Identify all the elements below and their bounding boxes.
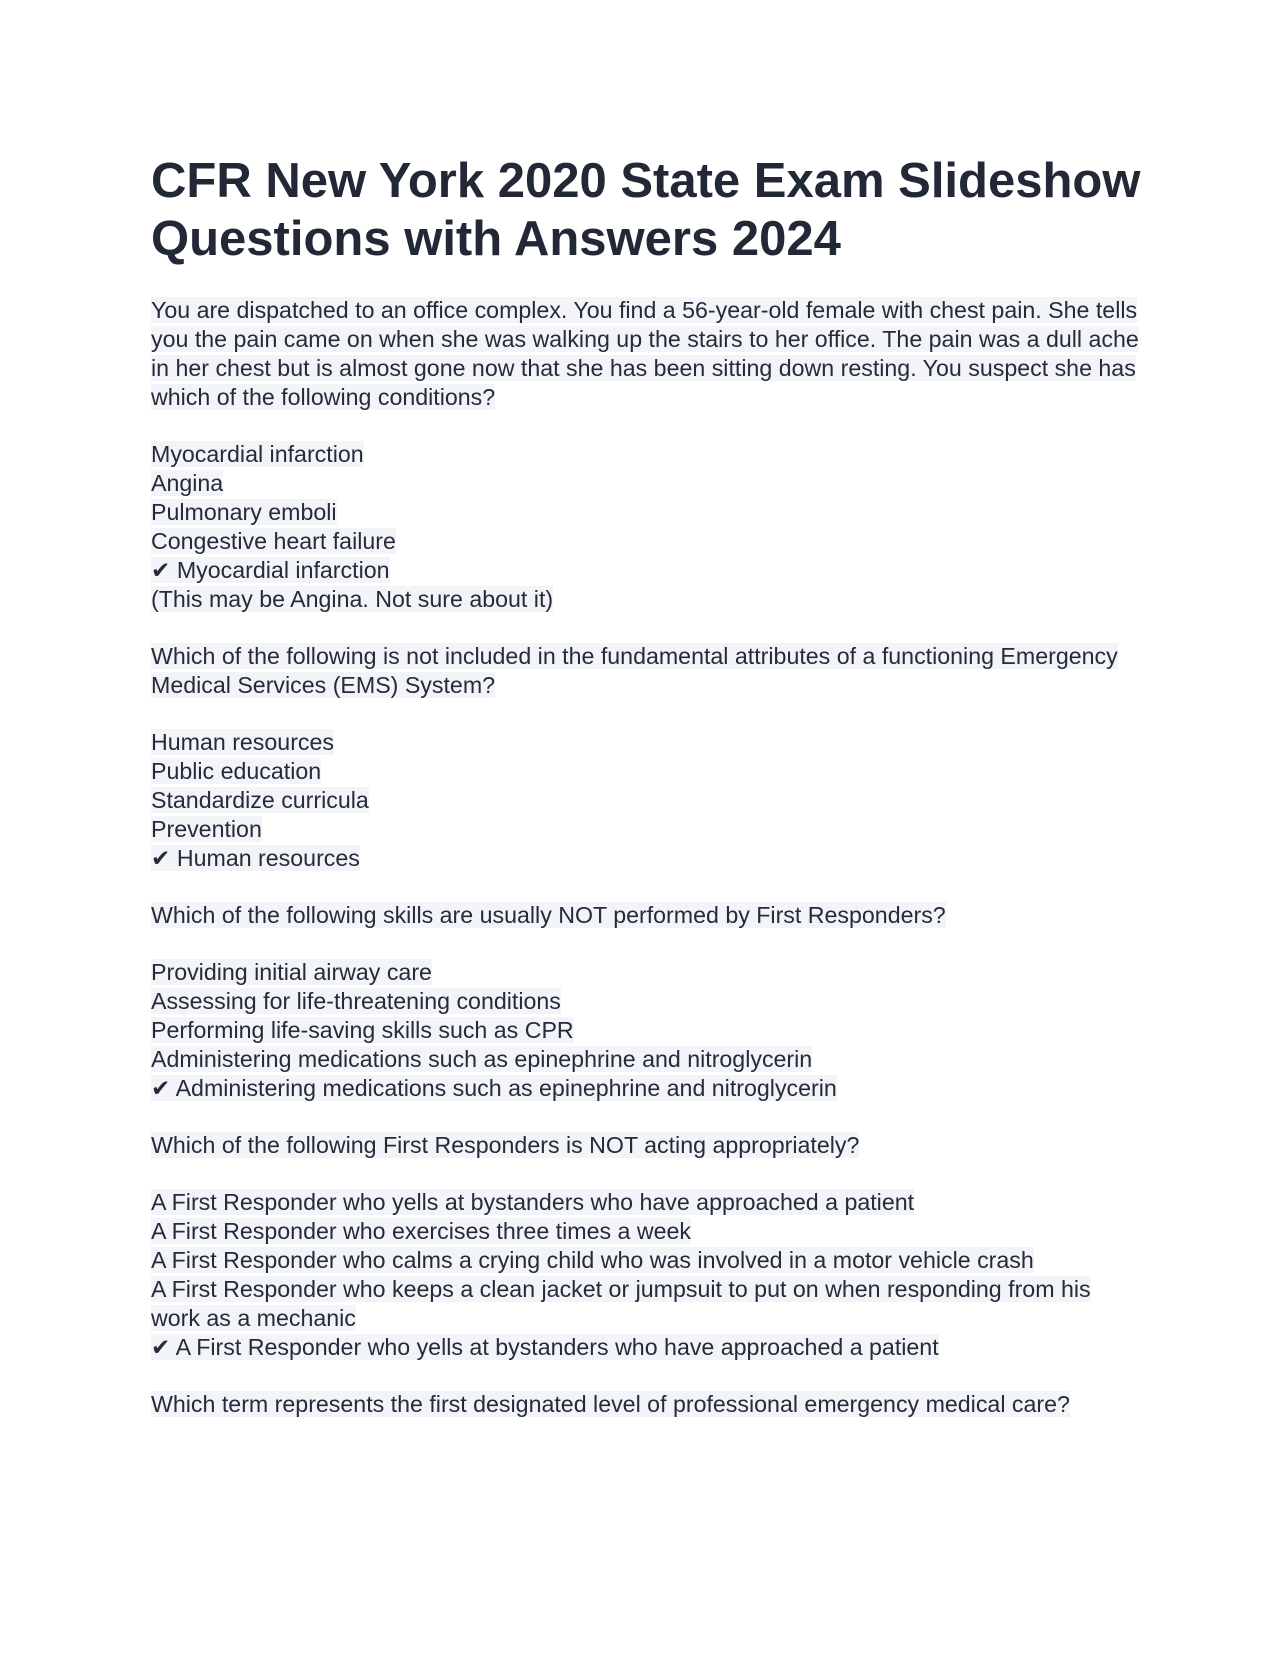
- option-item: Angina: [151, 470, 224, 496]
- question-text: [151, 1390, 1141, 1419]
- option-item: Performing life-saving skills such as CPR: [151, 1017, 574, 1043]
- question-3-text: Which of the following skills are usually NOT performed by First Responders?: [151, 902, 946, 928]
- options-list: [151, 958, 1141, 1103]
- option-item: Prevention: [151, 816, 262, 842]
- option-item: Providing initial airway care: [151, 959, 432, 985]
- options-list: [151, 1188, 1141, 1362]
- option-item: A First Responder who exercises three times a week: [151, 1218, 691, 1244]
- question-4-text: Which of the following First Responders is NOT acting appropriately?: [151, 1132, 860, 1158]
- option-item: Congestive heart failure: [151, 528, 396, 554]
- document-title: CFR New York 2020 State Exam Slideshow Questions with Answers 2024: [151, 154, 1141, 266]
- question-text: [151, 901, 1141, 930]
- answer-note: (This may be Angina. Not sure about it): [151, 586, 554, 612]
- option-item: Administering medications such as epinephrine and nitroglycerin: [151, 1046, 813, 1072]
- answer-line: ✔ A First Responder who yells at bystanders who have approached a patient: [151, 1334, 939, 1360]
- option-item: Standardize curricula: [151, 787, 369, 813]
- question-text: [151, 296, 1141, 412]
- answer-line: ✔ Human resources: [151, 845, 360, 871]
- question-text: [151, 1131, 1141, 1160]
- option-item: Pulmonary emboli: [151, 499, 337, 525]
- option-item: A First Responder who yells at bystanders who have approached a patient: [151, 1189, 915, 1215]
- question-text: [151, 642, 1141, 700]
- option-item: A First Responder who keeps a clean jacket or jumpsuit to put on when responding from his work as a mechanic: [151, 1276, 1091, 1331]
- options-list: [151, 728, 1141, 873]
- answer-line: ✔ Myocardial infarction: [151, 557, 390, 583]
- option-item: Human resources: [151, 729, 334, 755]
- option-item: Myocardial infarction: [151, 441, 364, 467]
- option-item: A First Responder who calms a crying child who was involved in a motor vehicle crash: [151, 1247, 1034, 1273]
- answer-line: ✔ Administering medications such as epinephrine and nitroglycerin: [151, 1075, 837, 1101]
- options-list: [151, 440, 1141, 614]
- question-1-text: You are dispatched to an office complex. You find a 56-year-old female with chest pain. She tells you the pain came on when she was walking up the stairs to her office. The pain was a dull ache in her chest but is almost gone now that she has been sitting down resting. You suspect she has which of the following conditions?: [151, 297, 1139, 410]
- option-item: Assessing for life-threatening conditions: [151, 988, 561, 1014]
- question-2-text: Which of the following is not included in the fundamental attributes of a functioning Emergency Medical Services (EMS) System?: [151, 643, 1118, 698]
- document-page: [151, 152, 1141, 1447]
- question-5-text: Which term represents the first designated level of professional emergency medical care?: [151, 1391, 1070, 1417]
- option-item: Public education: [151, 758, 322, 784]
